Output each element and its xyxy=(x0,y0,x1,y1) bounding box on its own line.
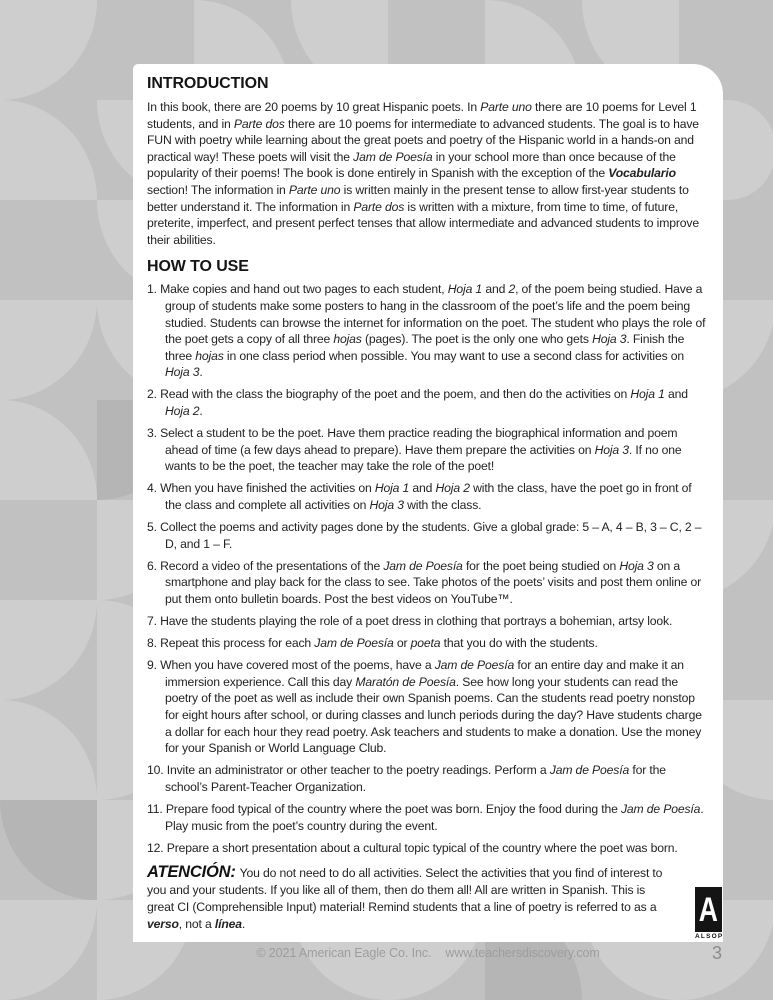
atencion-label: ATENCIÓN: xyxy=(147,863,236,882)
list-item-number: 11. xyxy=(147,801,166,816)
howto-list-item xyxy=(147,801,708,834)
background-shape xyxy=(0,300,97,400)
howto-heading: HOW TO USE xyxy=(147,258,249,276)
howto-list-item xyxy=(147,425,708,475)
styled-text: Parte dos xyxy=(233,116,285,131)
styled-text: verso xyxy=(147,917,179,932)
howto-list-item xyxy=(147,519,708,552)
list-item-text: Record a video of the presentations of the Jam de Poesía for the poet being studied on Hoja 3 on a smartphone and play back for the class to see. Take photos of the poets’ visits and post them online or put them onto bulletin boards. Post the best videos on YouTube™. xyxy=(160,558,702,606)
list-item-number: 9. xyxy=(147,658,161,673)
alsop-letter: A xyxy=(698,890,719,929)
list-item-text: Make copies and hand out two pages to each student, Hoja 1 and 2, of the poem being studied. Have a group of students make some posters to hang in the classroom of the poet’s life and the poem being studied. Students can browse the internet for information on the poet. The student who plays the role of the poet gets a copy of all three hojas (pages). The poet is the only one who gets Hoja 3. Finish the three hojas in one class period when possible. You may want to use a second class for activities on Hoja 3. xyxy=(160,282,706,380)
background-shape xyxy=(0,700,97,800)
howto-list-item xyxy=(147,657,708,757)
list-item-text: When you have covered most of the poems, have a Jam de Poesía for an entire day and make it an immersion experience. Call this day Maratón de Poesía. See how long your students can read the poetry of the poet as well as include their own Spanish poems. Can the students read poetry nonstop for eight hours after school, or during classes and lunch periods during the day? Have students charge a dollar for each hour they read poetry. Ask teachers and students to make a donation. Use the money for your Spanish or World Language Club. xyxy=(160,658,702,756)
intro-heading: INTRODUCTION xyxy=(147,75,269,92)
styled-text: Jam de Poesía xyxy=(314,636,394,651)
background-shape xyxy=(0,100,97,200)
styled-text: Hoja 1 xyxy=(630,387,665,402)
howto-list-item xyxy=(147,840,708,857)
page-footer xyxy=(133,946,723,960)
howto-list-item xyxy=(147,386,708,419)
howto-list xyxy=(147,281,708,856)
styled-text: Jam de Poesía xyxy=(383,558,463,573)
list-item-number: 6. xyxy=(147,558,161,573)
styled-text: 2 xyxy=(508,282,516,297)
list-item-number: 10. xyxy=(147,763,167,778)
howto-list-item xyxy=(147,635,708,652)
styled-text: Vocabulario xyxy=(608,166,676,181)
list-item-text: Invite an administrator or other teacher to the poetry readings. Perform a Jam de Poesía for the school’s Parent-Teacher Organization. xyxy=(165,763,666,794)
background-shape xyxy=(0,600,97,700)
list-item-number: 5. xyxy=(147,520,161,535)
list-item-number: 8. xyxy=(147,636,161,651)
atencion-note xyxy=(147,864,708,933)
styled-text: Parte uno xyxy=(288,182,341,197)
howto-list-item xyxy=(147,281,708,381)
background-shape xyxy=(0,400,97,500)
background-shape xyxy=(0,0,97,100)
website-text: www.teachersdiscovery.com xyxy=(445,946,600,960)
list-item-number: 3. xyxy=(147,426,161,441)
styled-text: Maratón de Poesía xyxy=(355,674,456,689)
howto-list-item xyxy=(147,613,708,630)
list-item-number: 12. xyxy=(147,840,167,855)
list-item-text: Collect the poems and activity pages done by the students. Give a global grade: 5 – A, 4 – B, 3 – C, 2 – D, and 1 – F. xyxy=(160,520,702,551)
styled-text: Hoja 2 xyxy=(435,481,470,496)
styled-text: Jam de Poesía xyxy=(353,149,433,164)
styled-text: Hoja 1 xyxy=(447,282,483,297)
list-item-text: Prepare a short presentation about a cultural topic typical of the country where the poet was born. xyxy=(166,840,678,855)
list-item-number: 1. xyxy=(147,282,161,297)
styled-text: Hoja 1 xyxy=(374,481,410,496)
styled-text: Parte uno xyxy=(480,100,532,114)
styled-text: Hoja 3 xyxy=(592,332,627,347)
background-shape xyxy=(0,800,97,900)
alsop-logo xyxy=(695,887,722,940)
styled-text: hojas xyxy=(195,348,224,363)
list-item-text: Repeat this process for each Jam de Poesía or poeta that you do with the students. xyxy=(160,636,598,651)
styled-text: Hoja 3 xyxy=(619,558,654,573)
background-shape xyxy=(0,900,97,1000)
copyright-text: © 2021 American Eagle Co. Inc. xyxy=(256,946,432,960)
alsop-logo-text: ALSOP xyxy=(695,933,723,940)
intro-paragraph: In this book, there are 20 poems by 10 great Hispanic poets. In Parte uno there are 10 poems for Level 1 students, and in Parte dos there are 10 poems for intermediate to advanced students. The goal is to have FUN with poetry while learning about the great poets and poetry of the Hispanic world in a hands-on and practical way! These poets will visit the Jam de Poesía in your school more than once because of the popularity of their poems! The book is done entirely in Spanish with the exception of the Vocabulario section! The information in Parte uno is written mainly in the present tense to allow first-year students to better understand it. The information in Parte dos is written with a mixture, from time to time, of future, preterite, imperfect, and present perfect tenses that allow intermediate and advanced students to improve their abilities. xyxy=(147,100,699,247)
list-item-text: Have the students playing the role of a poet dress in clothing that portrays a bohemian, artsy look. xyxy=(160,614,673,629)
styled-text: Jam de Poesía xyxy=(549,763,630,778)
list-item-text: Read with the class the biography of the poet and the poem, and then do the activities on Hoja 1 and Hoja 2. xyxy=(160,387,688,418)
list-item-text: Select a student to be the poet. Have them practice reading the biographical information and poem ahead of time (a few days ahead to prepare). Have them prepare the activities on Hoja 3. If no one wants to be the poet, the teacher may take the role of the poet! xyxy=(160,426,682,474)
styled-text: Parte dos xyxy=(353,199,405,214)
list-item-number: 2. xyxy=(147,387,161,402)
page-number: 3 xyxy=(711,943,722,963)
styled-text: Hoja 3 xyxy=(165,365,200,380)
list-item-number: 4. xyxy=(147,481,161,496)
styled-text: poeta xyxy=(410,636,441,651)
document-page xyxy=(133,64,723,942)
styled-text: Hoja 2 xyxy=(165,404,200,418)
howto-list-item xyxy=(147,480,708,513)
styled-text: Hoja 3 xyxy=(369,497,404,512)
styled-text: hojas xyxy=(333,332,362,347)
styled-text: Hoja 3 xyxy=(594,442,629,457)
styled-text: Jam de Poesía xyxy=(620,801,701,816)
howto-list-item xyxy=(147,762,708,795)
atencion-text: You do not need to do all activities. Select the activities that you find of interest to you and your students. If you like all of them, then do them all! All are written in Spanish. This is great CI (Comprehensible Input) material! Remind students that a line of poetry is referred to as a verso, not a línea. xyxy=(147,866,663,932)
list-item-text: When you have finished the activities on Hoja 1 and Hoja 2 with the class, have the poet go in front of the class and complete all activities on Hoja 3 with the class. xyxy=(160,481,692,512)
alsop-logo-icon xyxy=(695,887,722,932)
list-item-number: 7. xyxy=(147,614,161,629)
list-item-text: Prepare food typical of the country where the poet was born. Enjoy the food during the Jam de Poesía. Play music from the poet’s country during the event. xyxy=(165,801,704,833)
styled-text: Jam de Poesía xyxy=(434,658,515,673)
howto-list-item xyxy=(147,558,708,608)
styled-text: línea xyxy=(214,917,242,932)
